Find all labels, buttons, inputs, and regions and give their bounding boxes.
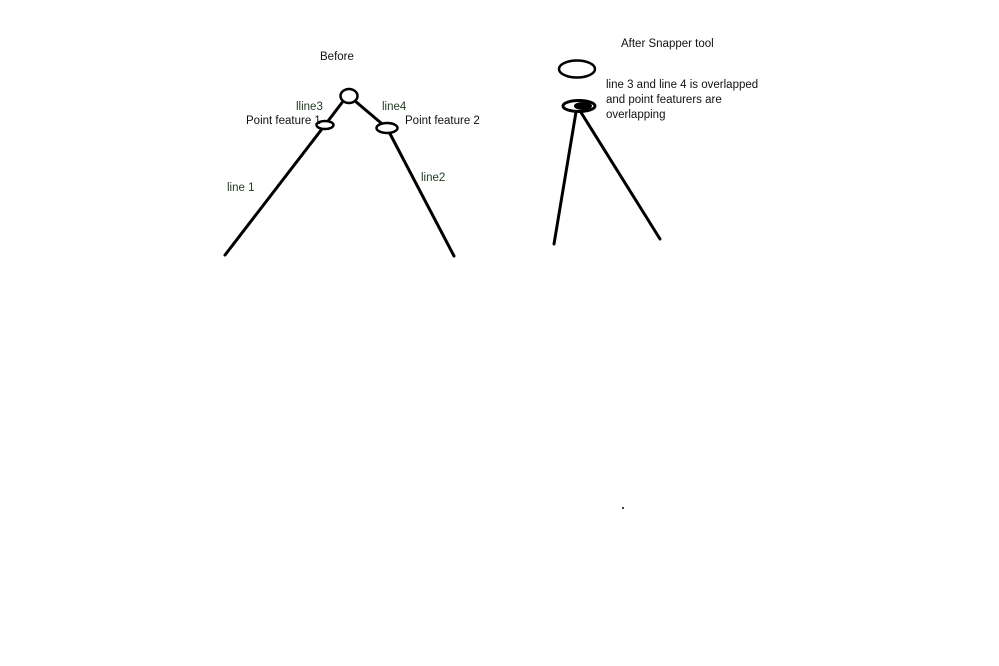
point-feature-2-marker (377, 123, 398, 133)
line-1-label: line 1 (227, 182, 255, 194)
overlap-note-line-2: and point featurers are (606, 94, 722, 106)
top-node (341, 89, 358, 103)
overlap-note-line-3: overlapping (606, 109, 666, 121)
after-title: After Snapper tool (621, 38, 714, 50)
before-title: Before (320, 51, 354, 63)
line-2-stroke (387, 128, 454, 256)
line-3-label: lline3 (296, 101, 323, 113)
line-4-label: line4 (382, 101, 407, 113)
after-overlap-fill (574, 102, 592, 110)
point-feature-1-label: Point feature 1 (246, 115, 321, 127)
stray-dot (622, 507, 624, 509)
point-feature-2-label: Point feature 2 (405, 115, 480, 127)
line-2-label: line2 (421, 172, 446, 184)
overlap-note (606, 78, 776, 123)
after-top-node (559, 61, 595, 78)
overlap-note-line-1: line 3 and line 4 is overlapped (606, 79, 759, 91)
after-left-line (554, 106, 577, 244)
after-right-line (577, 106, 660, 239)
